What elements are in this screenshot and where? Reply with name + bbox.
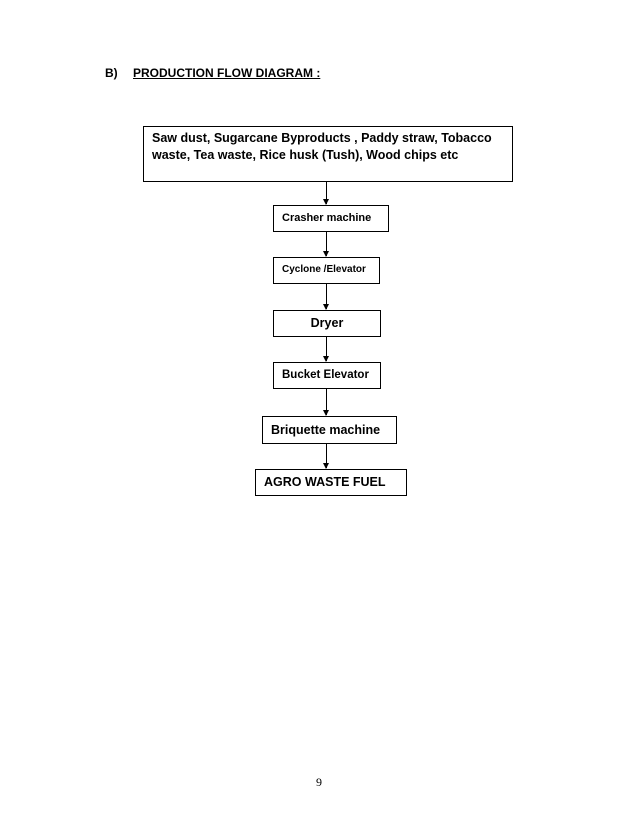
flow-box-source: Saw dust, Sugarcane Byproducts , Paddy straw, Tobacco waste, Tea waste, Rice husk (Tush), Wood chips etc xyxy=(143,126,513,182)
section-label: B) xyxy=(105,66,118,80)
arrow-down-icon xyxy=(326,444,327,468)
page-number: 9 xyxy=(316,775,322,789)
arrow-down-icon xyxy=(326,232,327,256)
arrow-down-icon xyxy=(326,337,327,361)
flow-box-output: AGRO WASTE FUEL xyxy=(255,469,407,496)
arrow-down-icon xyxy=(326,284,327,309)
flow-box-bucket-elevator: Bucket Elevator xyxy=(273,362,381,389)
section-title: PRODUCTION FLOW DIAGRAM : xyxy=(133,66,321,80)
flow-box-crasher-machine: Crasher machine xyxy=(273,205,389,232)
flow-box-dryer: Dryer xyxy=(273,310,381,337)
arrow-down-icon xyxy=(326,182,327,204)
flow-box-briquette-machine: Briquette machine xyxy=(262,416,397,444)
arrow-down-icon xyxy=(326,389,327,415)
flow-box-cyclone-elevator: Cyclone /Elevator xyxy=(273,257,380,284)
